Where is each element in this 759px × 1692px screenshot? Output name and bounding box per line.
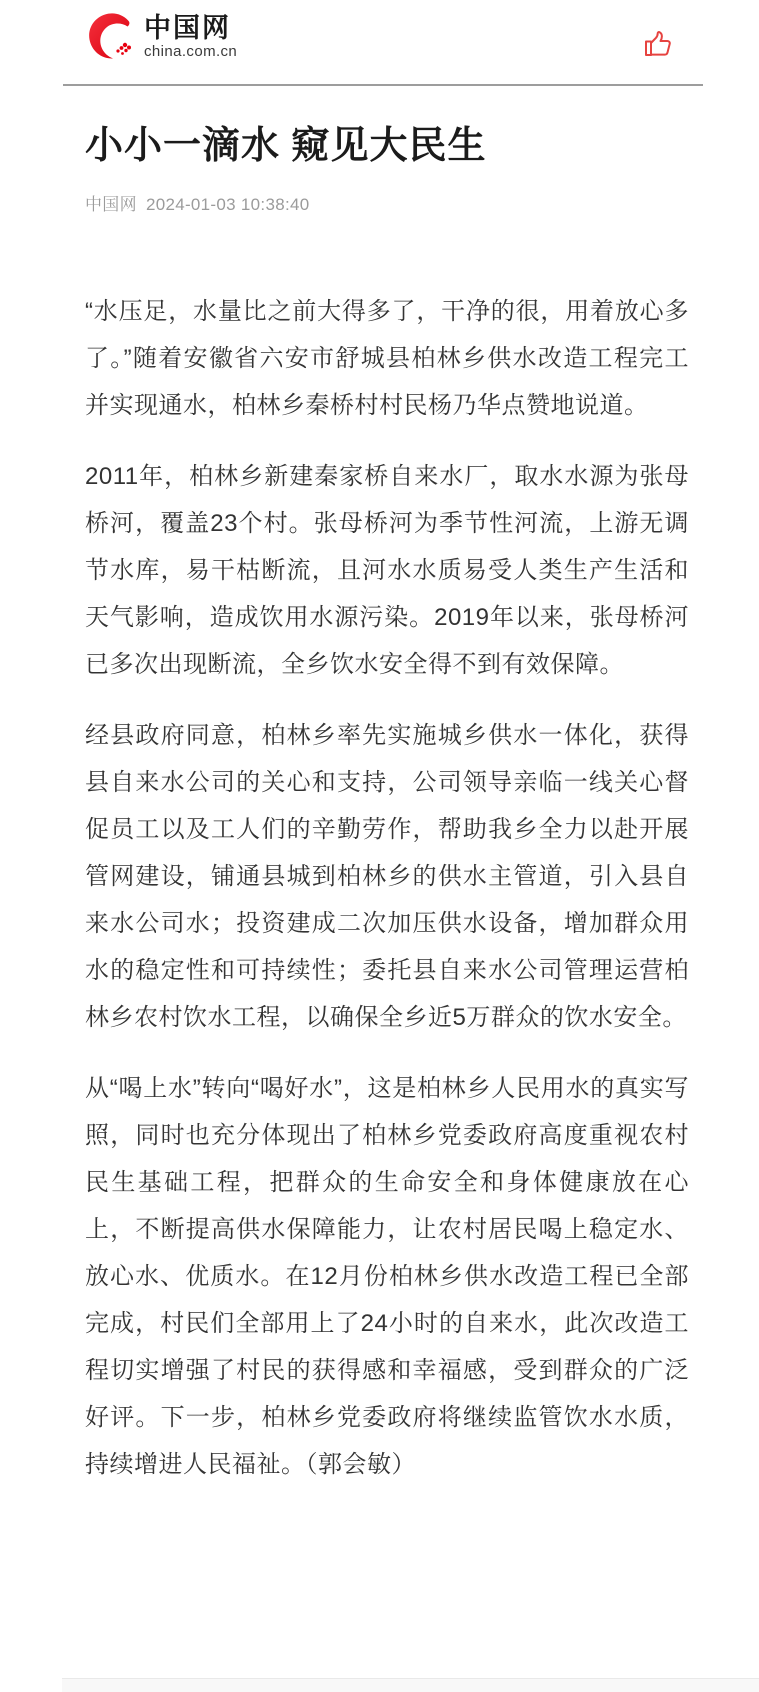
thumbs-up-icon <box>644 31 672 57</box>
article-datetime: 2024-01-03 10:38:40 <box>145 195 310 214</box>
article-paragraph: “水压足，水量比之前大得多了，干净的很，用着放心多了。”随着安徽省六安市舒城县柏林乡供水改造工程完工并实现通水，柏林乡秦桥村村民杨乃华点赞地说道。 <box>85 298 689 419</box>
footer-section-edge <box>62 1678 759 1692</box>
article-paragraph: 从“喝上水”转向“喝好水”，这是柏林乡人民用水的真实写照，同时也充分体现出了柏林乡党委政府高度重视农村民生基础工程，把群众的生命安全和身体健康放在心上，不断提高供水保障能力，让农村居民喝上稳定水、放心水、优质水。在12月份柏林乡供水改造工程已全部完成，村民们全部用上了24小时的自来水，此次改造工程切实增强了村民的获得感和幸福感，受到群众的广泛好评。下一步，柏林乡党委政府将继续监管饮水水质，持续增进人民福祉。（郭会敏） <box>85 1075 689 1478</box>
article-title: 小小一滴水 窥见大民生 <box>85 125 487 167</box>
article-paragraph: 2011年，柏林乡新建秦家桥自来水厂，取水水源为张母桥河，覆盖23个村。张母桥河为季节性河流，上游无调节水库，易干枯断流，且河水水质易受人类生产生活和天气影响，造成饮用水源污染。2019年以来，张母桥河已多次出现断流，全乡饮水安全得不到有效保障。 <box>85 463 689 678</box>
logo-text <box>144 14 237 60</box>
article-meta <box>85 190 689 215</box>
like-button[interactable] <box>644 28 672 62</box>
brand-domain: china.com.cn <box>144 43 238 60</box>
china-net-c-icon <box>85 11 137 63</box>
article-paragraph: 经县政府同意，柏林乡率先实施城乡供水一体化，获得县自来水公司的关心和支持，公司领导亲临一线关心督促员工以及工人们的辛勤劳作，帮助我乡全力以赴开展管网建设，铺通县城到柏林乡的供水主管道，引入县自来水公司水；投资建成二次加压供水设备，增加群众用水的稳定性和可持续性；委托县自来水公司管理运营柏林乡农村饮水工程，以确保全乡近5万群众的饮水安全。 <box>85 722 689 1031</box>
article-body <box>85 288 689 1488</box>
site-header <box>0 0 759 84</box>
site-logo[interactable] <box>85 11 237 63</box>
article <box>85 84 689 1488</box>
brand-name: 中国网 <box>144 13 231 43</box>
article-source: 中国网 <box>85 195 137 214</box>
